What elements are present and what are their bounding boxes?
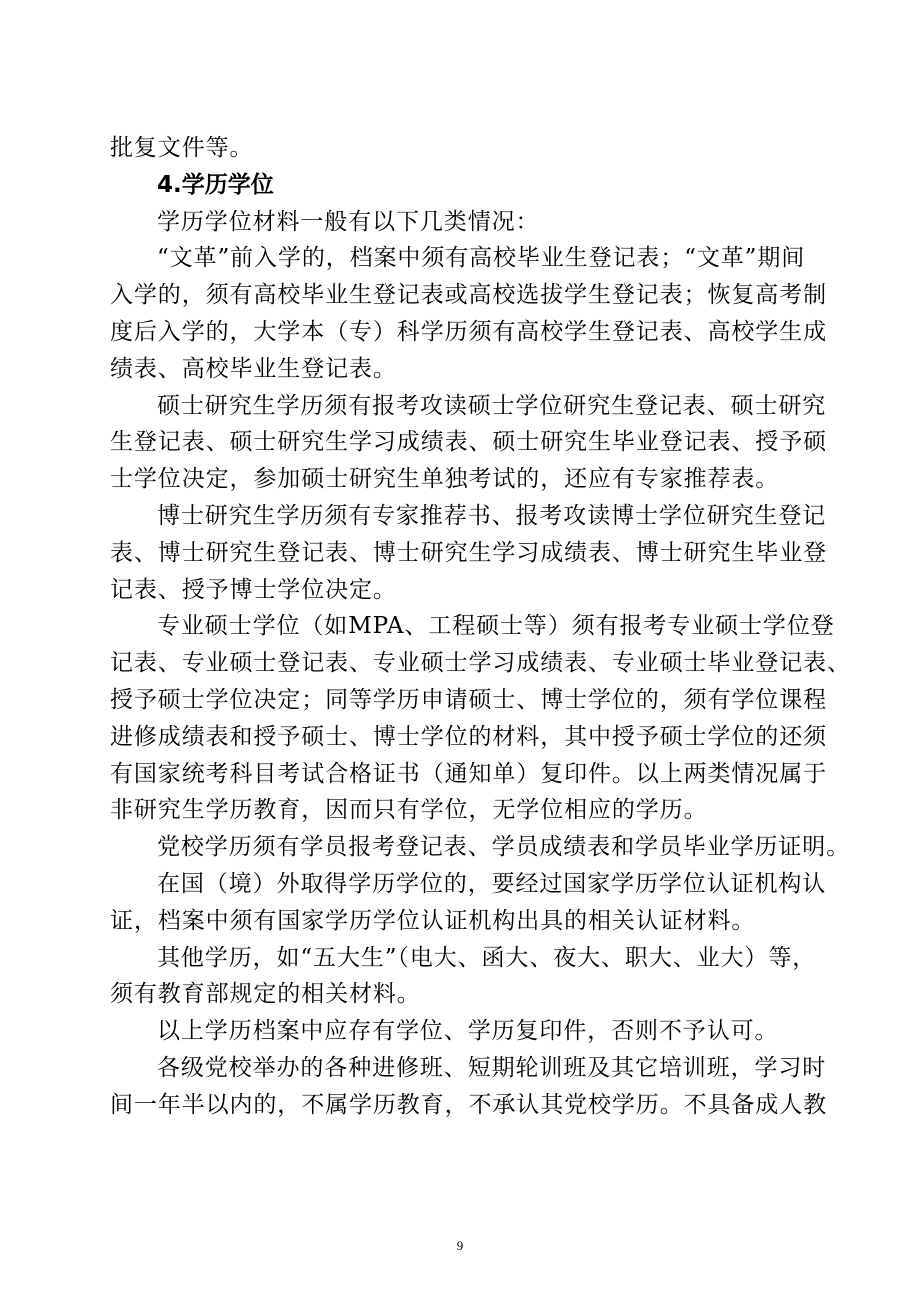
text-line: 党校学历须有学员报考登记表、学员成绩表和学员毕业学历证明。 bbox=[157, 834, 851, 861]
text-line: 授予硕士学位决定；同等学历申请硕士、博士学位的，须有学位课程 bbox=[110, 686, 827, 713]
text-line: 绩表、高校毕业生登记表。 bbox=[110, 355, 397, 382]
text-line: 各级党校举办的各种进修班、短期轮训班及其它培训班，学习时 bbox=[157, 1054, 827, 1081]
text-line: 在国（境）外取得学历学位的，要经过国家学历学位认证机构认 bbox=[157, 870, 827, 897]
document-body bbox=[110, 130, 851, 1124]
text-line: 博士研究生学历须有专家推荐书、报考攻读博士学位研究生登记 bbox=[157, 502, 827, 529]
text-line: 以上学历档案中应存有学位、学历复印件，否则不予认可。 bbox=[157, 1018, 779, 1045]
text-line: 入学的，须有高校毕业生登记表或高校选拔学生登记表；恢复高考制 bbox=[110, 282, 827, 309]
text-line: 有国家统考科目考试合格证书（通知单）复印件。以上两类情况属于 bbox=[110, 760, 827, 787]
text-line: “文革”前入学的，档案中须有高校毕业生登记表；“文革”期间 bbox=[157, 245, 806, 272]
text-line: 记表、专业硕士登记表、专业硕士学习成绩表、专业硕士毕业登记表、 bbox=[110, 650, 851, 677]
text-line: 间一年半以内的，不属学历教育，不承认其党校学历。不具备成人教 bbox=[110, 1091, 827, 1118]
text-line: 硕士研究生学历须有报考攻读硕士学位研究生登记表、硕士研究 bbox=[157, 392, 827, 419]
text-line: 记表、授予博士学位决定。 bbox=[110, 576, 397, 603]
text-line: 其他学历，如“五大生”（电大、函大、夜大、职大、业大）等， bbox=[157, 944, 817, 971]
text-line: 证，档案中须有国家学历学位认证机构出具的相关认证材料。 bbox=[110, 907, 756, 934]
text-line: 学历学位材料一般有以下几类情况： bbox=[157, 208, 540, 235]
text-line: 度后入学的，大学本（专）科学历须有高校学生登记表、高校学生成 bbox=[110, 318, 827, 345]
text-line: 士学位决定，参加硕士研究生单独考试的，还应有专家推荐表。 bbox=[110, 466, 780, 493]
section-heading: 4.学历学位 bbox=[157, 171, 274, 198]
page-number: 9 bbox=[456, 1238, 464, 1253]
text-line: 专业硕士学位（如MPA、工程硕士等）须有报考专业硕士学位登 bbox=[157, 613, 835, 640]
text-line: 表、博士研究生登记表、博士研究生学习成绩表、博士研究生毕业登 bbox=[110, 539, 827, 566]
text-line: 批复文件等。 bbox=[110, 135, 254, 161]
text-line: 生登记表、硕士研究生学习成绩表、硕士研究生毕业登记表、授予硕 bbox=[110, 429, 827, 456]
text-line: 进修成绩表和授予硕士、博士学位的材料，其中授予硕士学位的还须 bbox=[110, 723, 827, 750]
text-line: 须有教育部规定的相关材料。 bbox=[110, 981, 421, 1008]
text-line: 非研究生学历教育，因而只有学位，无学位相应的学历。 bbox=[110, 797, 708, 824]
